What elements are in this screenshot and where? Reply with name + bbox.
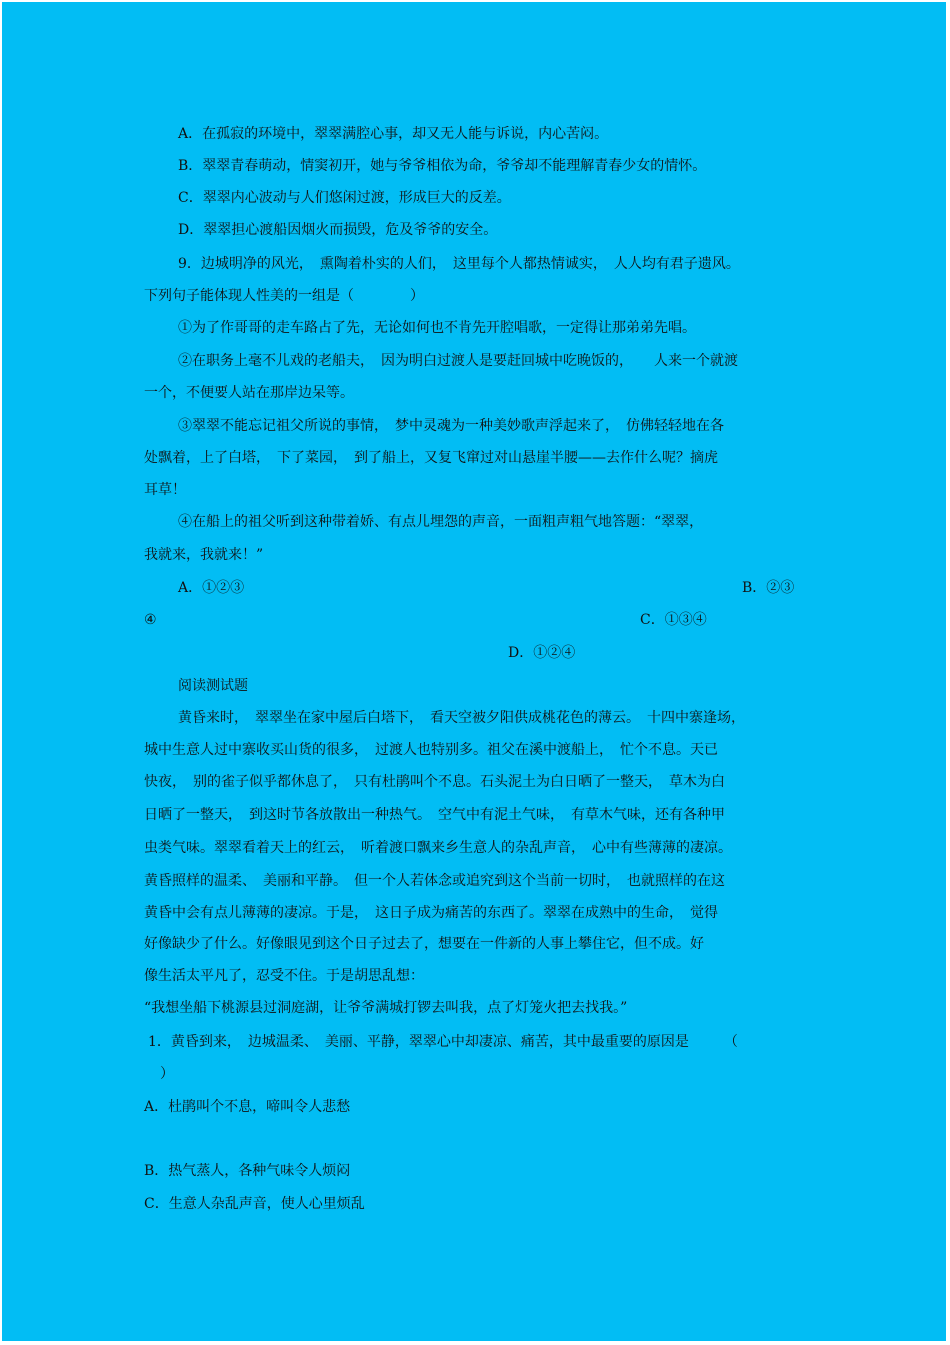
passage-quote: “我想坐船下桃源县过洞庭湖，让爷爷满城打锣去叫我，点了灯笼火把去找我。” bbox=[144, 1000, 628, 1016]
choice-a: A．①②③ bbox=[178, 580, 245, 596]
sentence-4-line-1: ④在船上的祖父听到这种带着娇、有点儿埋怨的声音，一面粗声粗气地答题：“翠翠， bbox=[178, 514, 704, 530]
passage-line-7: 黄昏中会有点儿薄薄的凄凉。于是， 这日子成为痛苦的东西了。翠翠在成熟中的生命， 觉得 bbox=[144, 905, 718, 921]
sentence-1: ①为了作哥哥的走车路占了先，无论如何也不肯先开腔唱歌，一定得让那弟弟先唱。 bbox=[178, 320, 696, 336]
passage-line-3: 快夜， 别的雀子似乎都休息了， 只有杜鹃叫个不息。石头泥土为白日晒了一整天， 草木为白 bbox=[144, 774, 725, 790]
section-title: 阅读测试题 bbox=[178, 678, 248, 694]
sentence-2-line-2: 一个，不便要人站在那岸边呆等。 bbox=[144, 385, 354, 401]
option-a-line: A．在孤寂的环境中，翠翠满腔心事，却又无人能与诉说，内心苦闷。 bbox=[178, 126, 609, 142]
sentence-3-line-2: 处飘着，上了白塔， 下了菜园， 到了船上，又复飞窜过对山悬崖半腰——去作什么呢？摘虎 bbox=[144, 450, 718, 466]
choice-b-cont: ④ bbox=[144, 612, 157, 628]
question-1-line-1: 1．黄昏到来， 边城温柔、 美丽、平静，翠翠心中却凄凉、痛苦，其中最重要的原因是 （ bbox=[148, 1034, 738, 1050]
passage-line-2: 城中生意人过中寨收买山货的很多， 过渡人也特别多。祖父在溪中渡船上， 忙个不息。天已 bbox=[144, 742, 718, 758]
q1-option-b: B．热气蒸人，各种气味令人烦闷 bbox=[144, 1163, 351, 1179]
passage-line-9: 像生活太平凡了，忍受不住。于是胡思乱想： bbox=[144, 968, 424, 984]
option-c-line: C．翠翠内心波动与人们悠闲过渡，形成巨大的反差。 bbox=[178, 190, 511, 206]
passage-line-5: 虫类气味。翠翠看着天上的红云， 听着渡口飘来乡生意人的杂乱声音， 心中有些薄薄的凄凉。 bbox=[144, 840, 732, 856]
passage-line-4: 日晒了一整天， 到这时节各放散出一种热气。 空气中有泥土气味， 有草木气味，还有各种甲 bbox=[144, 807, 725, 823]
choice-b: B．②③ bbox=[742, 580, 795, 596]
choice-d: D．①②④ bbox=[508, 645, 576, 661]
option-b-line: B．翠翠青春萌动，情窦初开，她与爷爷相依为命，爷爷却不能理解青春少女的情怀。 bbox=[178, 158, 707, 174]
document-page bbox=[2, 2, 946, 1341]
passage-line-1: 黄昏来时， 翠翠坐在家中屋后白塔下， 看天空被夕阳供成桃花色的薄云。 十四中寨逢场， bbox=[178, 710, 745, 726]
sentence-3-line-1: ③翠翠不能忘记祖父所说的事情， 梦中灵魂为一种美妙歌声浮起来了， 仿佛轻轻地在各 bbox=[178, 418, 724, 434]
q1-option-a: A．杜鹃叫个不息，啼叫令人悲愁 bbox=[144, 1099, 351, 1115]
sentence-2-line-1: ②在职务上毫不儿戏的老船夫， 因为明白过渡人是要赶回城中吃晚饭的， 人来一个就渡 bbox=[178, 353, 738, 369]
question-9-line-1: 9．边城明净的风光， 熏陶着朴实的人们， 这里每个人都热情诚实， 人人均有君子遗风。 bbox=[178, 256, 740, 272]
sentence-4-line-2: 我就来，我就来！” bbox=[144, 547, 264, 563]
question-1-line-2: ） bbox=[160, 1066, 174, 1082]
q1-option-c: C．生意人杂乱声音，使人心里烦乱 bbox=[144, 1196, 365, 1212]
option-d-line: D．翠翠担心渡船因烟火而损毁，危及爷爷的安全。 bbox=[178, 222, 498, 238]
sentence-3-line-3: 耳草！ bbox=[144, 482, 186, 498]
question-9-line-2: 下列句子能体现人性美的一组是（ ） bbox=[144, 288, 424, 304]
passage-line-6: 黄昏照样的温柔、 美丽和平静。 但一个人若体念或追究到这个当前一切时， 也就照样的在这 bbox=[144, 873, 725, 889]
choice-c: C．①③④ bbox=[640, 612, 707, 628]
passage-line-8: 好像缺少了什么。好像眼见到这个日子过去了，想要在一件新的人事上攀住它，但不成。好 bbox=[144, 936, 704, 952]
